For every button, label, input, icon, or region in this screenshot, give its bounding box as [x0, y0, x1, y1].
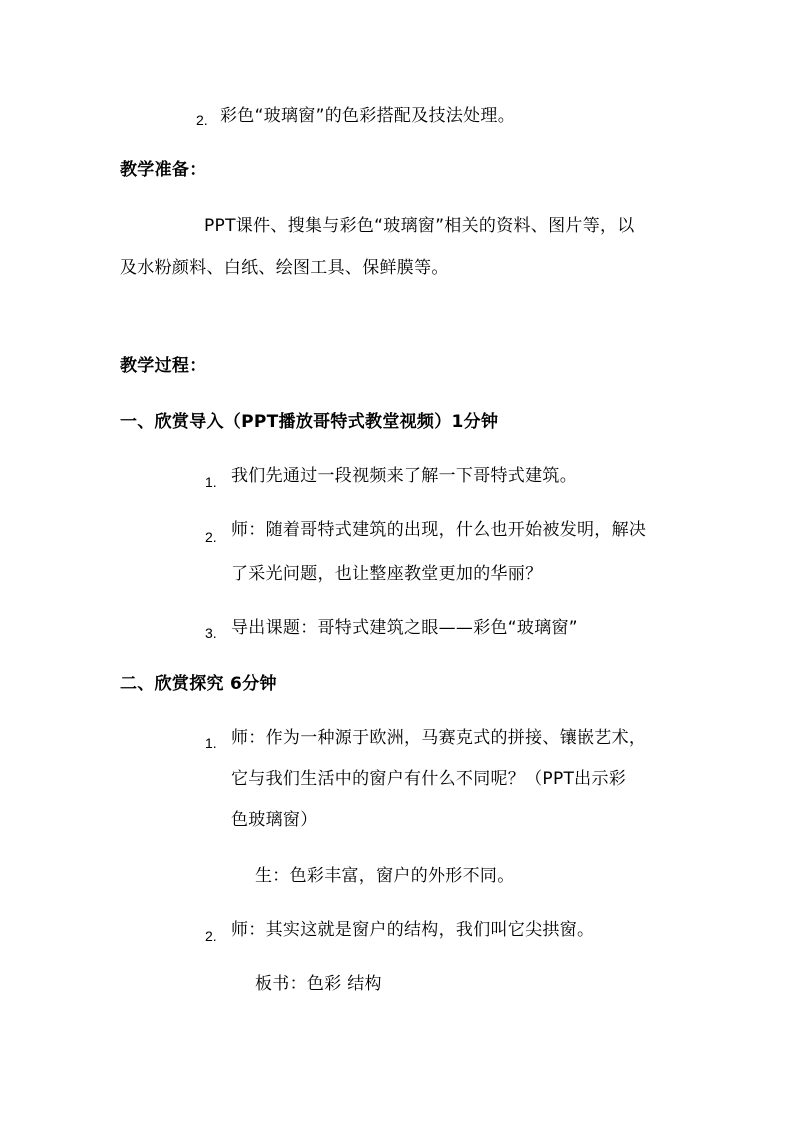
list-number: 1. — [205, 735, 217, 751]
list-number: 2. — [205, 529, 217, 545]
list-item-text: 了采光问题，也让整座教堂更加的华丽？ — [231, 564, 543, 584]
list-item-text: 我们先通过一段视频来了解一下哥特式建筑。 — [231, 466, 577, 486]
prep-paragraph-line-2: 及水粉颜料、白纸、绘图工具、保鲜膜等。 — [120, 258, 449, 278]
section-2-heading: 二、欣赏探究 6分钟 — [120, 674, 277, 694]
student-answer: 生：色彩丰富，窗户的外形不同。 — [255, 866, 515, 886]
section-1-heading: 一、欣赏导入（PPT播放哥特式教堂视频）1分钟 — [120, 412, 499, 432]
list-item-text: 师：随着哥特式建筑的出现，什么也开始被发明，解决 — [231, 520, 647, 540]
prep-heading: 教学准备： — [120, 160, 207, 180]
list-number: 2. — [196, 112, 208, 128]
list-item-text: 彩色“玻璃窗”的色彩搭配及技法处理。 — [220, 106, 516, 126]
list-item-text: 师：其实这就是窗户的结构，我们叫它尖拱窗。 — [231, 920, 595, 940]
prep-paragraph-line-1: PPT课件、搜集与彩色“玻璃窗”相关的资料、图片等，以 — [204, 216, 635, 236]
process-heading: 教学过程： — [120, 356, 207, 376]
list-item-text: 它与我们生活中的窗户有什么不同呢？（PPT出示彩 — [231, 769, 627, 789]
list-number: 3. — [205, 625, 217, 641]
board-note: 板书：色彩 结构 — [255, 974, 382, 994]
list-number: 1. — [205, 474, 217, 490]
list-number: 2. — [205, 928, 217, 944]
list-item-text: 色玻璃窗） — [231, 810, 318, 830]
list-item-text: 师：作为一种源于欧洲，马赛克式的拼接、镶嵌艺术， — [231, 728, 647, 748]
list-item-text: 导出课题：哥特式建筑之眼——彩色“玻璃窗” — [231, 618, 578, 638]
